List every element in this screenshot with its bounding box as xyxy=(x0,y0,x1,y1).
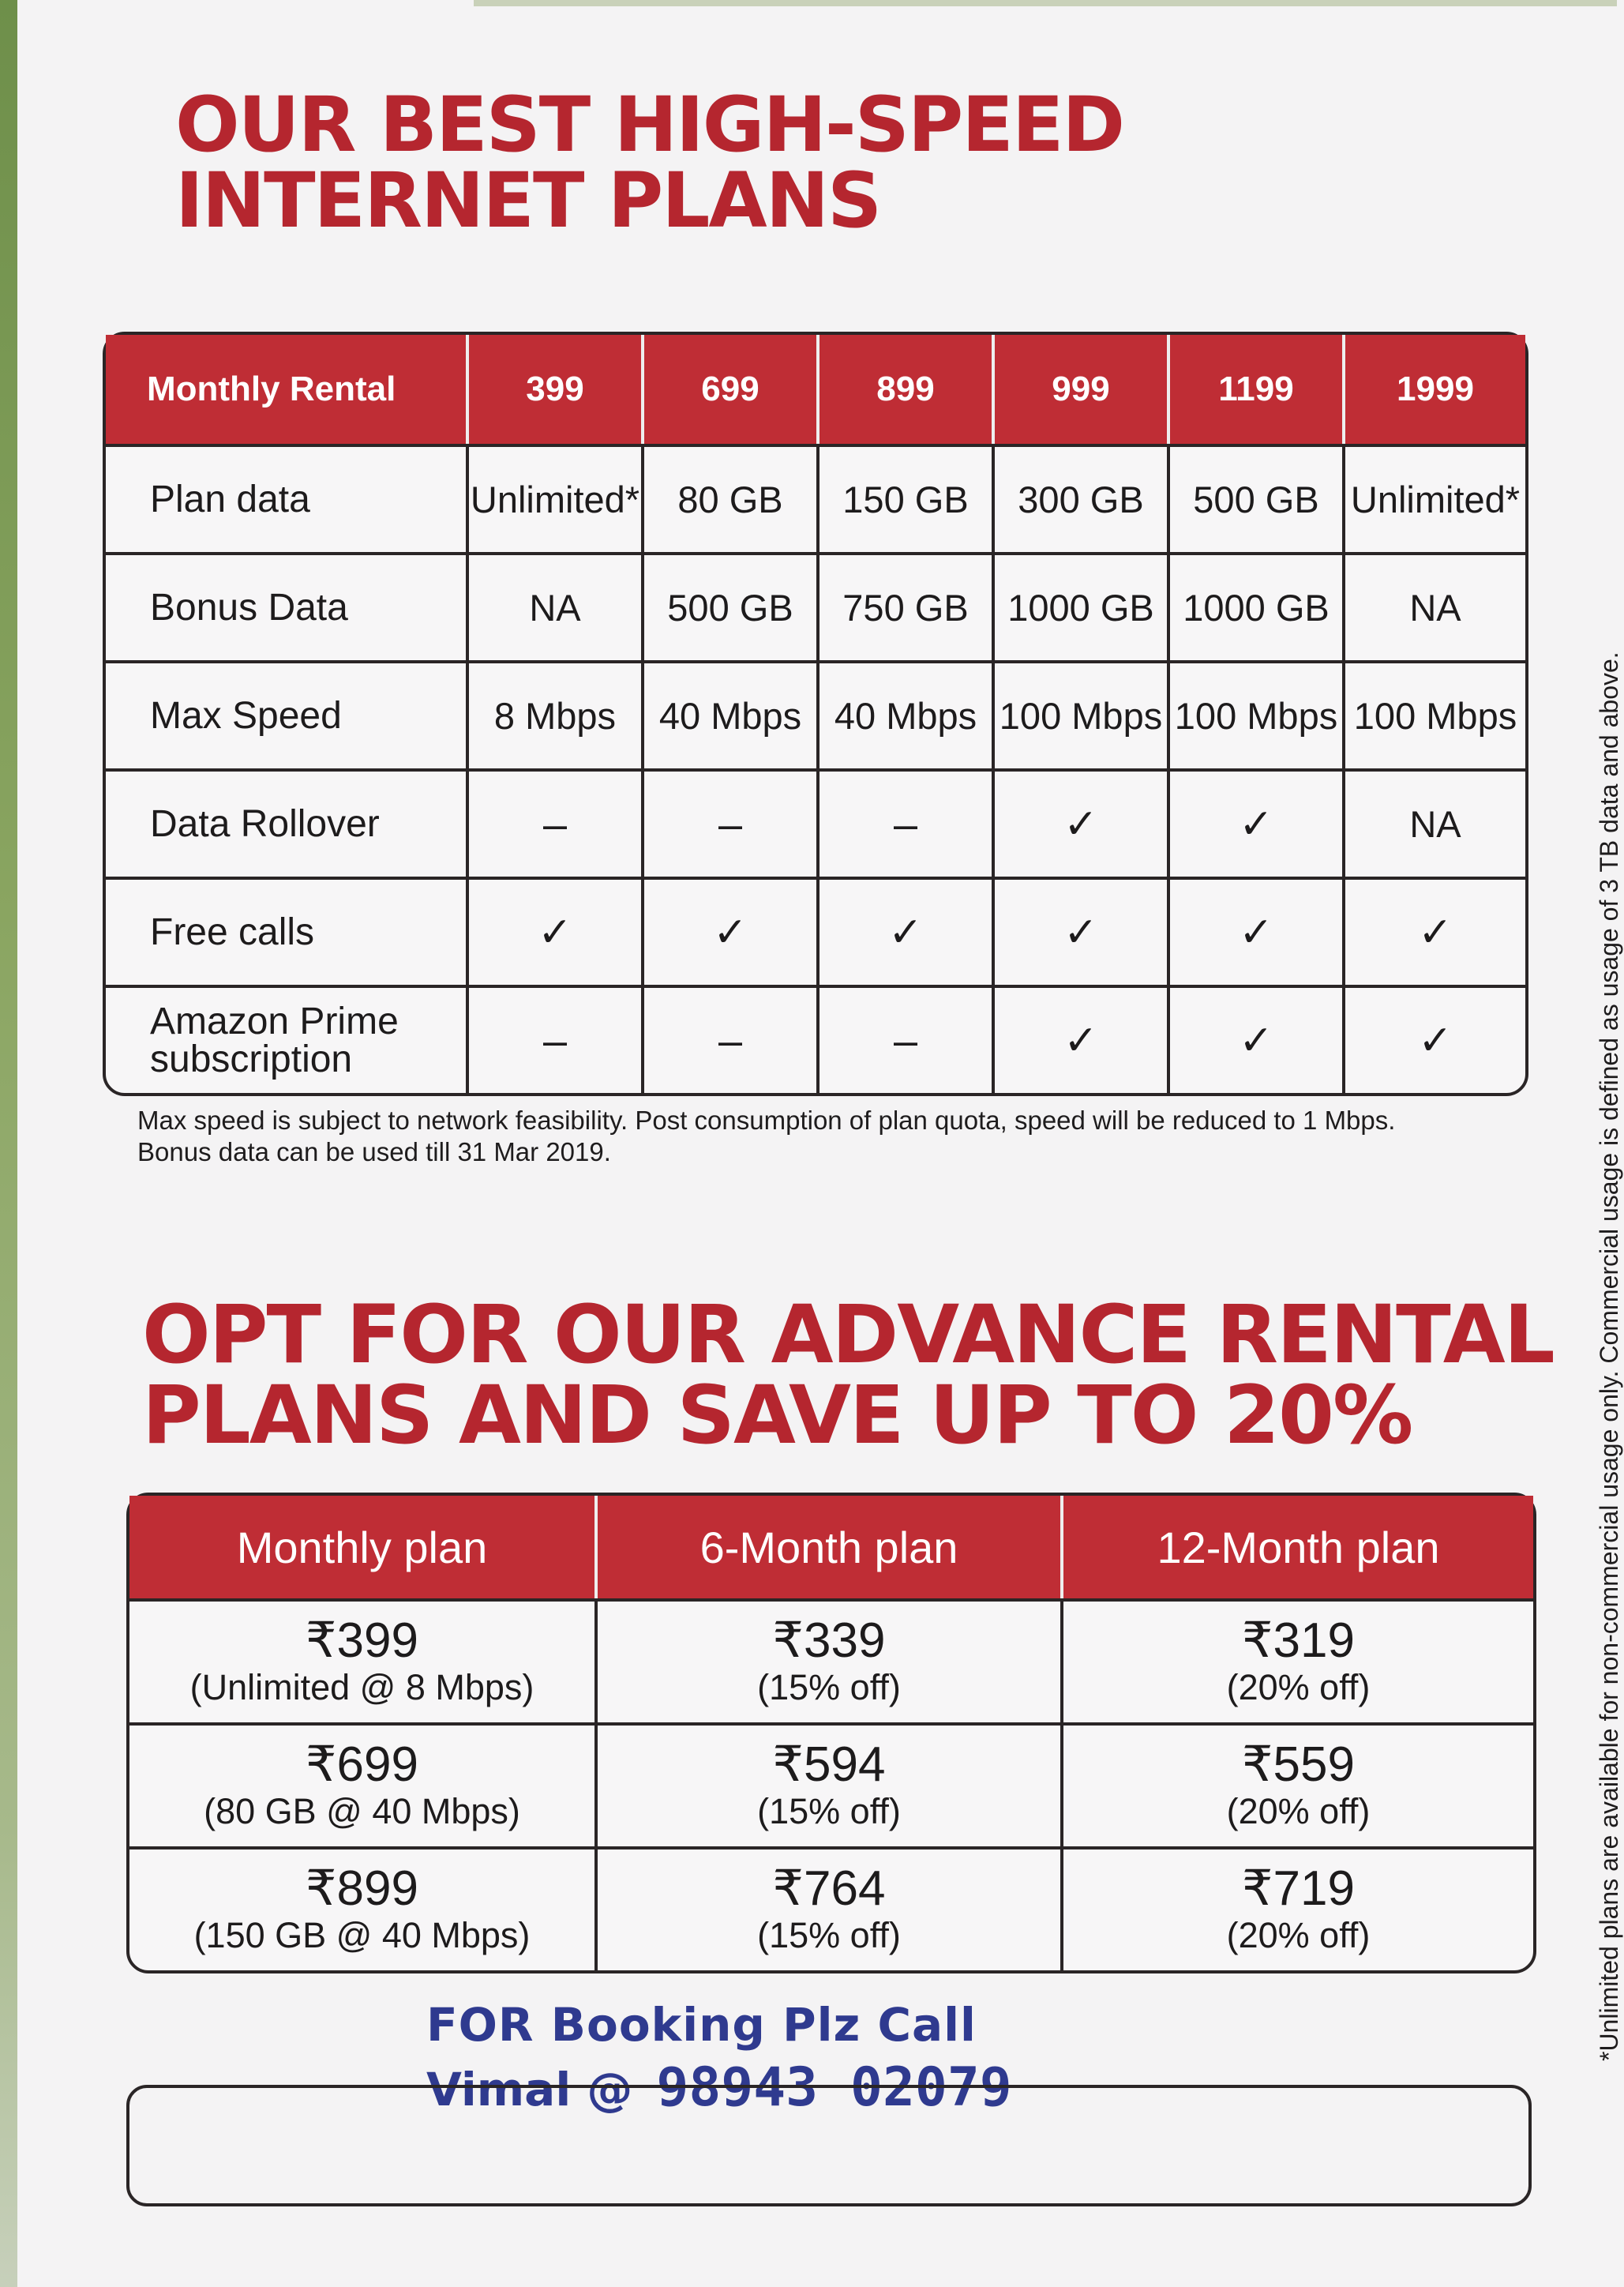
table-row-max-speed xyxy=(106,660,1525,768)
advance-title-line2: PLANS AND SAVE UP TO 20% xyxy=(142,1369,1412,1463)
header-plan-999: 999 xyxy=(995,335,1170,444)
discount: (20% off) xyxy=(1226,1667,1371,1708)
advance-header-row xyxy=(129,1496,1533,1598)
advance-cell-12-month-899 xyxy=(1063,1846,1533,1970)
advance-cell-monthly-899 xyxy=(129,1846,598,1970)
table-row xyxy=(129,1846,1533,1970)
header-monthly-rental: Monthly Rental xyxy=(106,335,469,444)
cell-amazon-prime-1999: ✓ xyxy=(1345,985,1525,1093)
discount: (15% off) xyxy=(757,1791,901,1832)
table-row-amazon-prime xyxy=(106,985,1525,1093)
advance-cell-6-month-699 xyxy=(598,1722,1063,1846)
cell-max-speed-999: 100 Mbps xyxy=(995,660,1170,768)
stamp-booking-text: FOR Booking Plz Call xyxy=(426,1998,977,2052)
header-12-month-plan: 12-Month plan xyxy=(1063,1496,1533,1598)
header-plan-399: 399 xyxy=(469,335,644,444)
price: ₹594 xyxy=(772,1737,886,1792)
cell-plan-data-999: 300 GB xyxy=(995,444,1170,552)
cell-plan-data-1999: Unlimited* xyxy=(1345,444,1525,552)
booking-box xyxy=(126,2085,1532,2206)
unlimited-plans-side-note: *Unlimited plans are available for non-commercial usage only. Commercial usage is defined as usage of 3 TB data and above. xyxy=(1595,652,1623,2061)
cell-data-rollover-399: – xyxy=(469,768,644,877)
discount: (15% off) xyxy=(757,1667,901,1708)
cell-data-rollover-999: ✓ xyxy=(995,768,1170,877)
table-row-plan-data xyxy=(106,444,1525,552)
row-label-amazon-prime xyxy=(106,985,469,1093)
footnote-max-speed: Max speed is subject to network feasibility. Post consumption of plan quota, speed will be reduced to 1 Mbps. xyxy=(137,1106,1396,1135)
header-monthly-plan: Monthly plan xyxy=(129,1496,598,1598)
price: ₹899 xyxy=(306,1861,418,1916)
cell-plan-data-1199: 500 GB xyxy=(1170,444,1345,552)
cell-bonus-data-999: 1000 GB xyxy=(995,552,1170,660)
discount: (15% off) xyxy=(757,1915,901,1956)
table-row-data-rollover xyxy=(106,768,1525,877)
price: ₹399 xyxy=(306,1613,418,1668)
price: ₹719 xyxy=(1242,1861,1355,1916)
internet-plans-table xyxy=(103,332,1528,1096)
advance-cell-monthly-699 xyxy=(129,1722,598,1846)
header-6-month-plan: 6-Month plan xyxy=(598,1496,1063,1598)
plans-title xyxy=(175,81,1124,245)
cell-data-rollover-1999: NA xyxy=(1345,768,1525,877)
advance-rental-title xyxy=(142,1288,1554,1463)
cell-bonus-data-1199: 1000 GB xyxy=(1170,552,1345,660)
plans-title-line2: INTERNET PLANS xyxy=(175,156,881,245)
cell-amazon-prime-699: – xyxy=(644,985,820,1093)
advance-cell-6-month-399 xyxy=(598,1598,1063,1722)
cell-plan-data-699: 80 GB xyxy=(644,444,820,552)
cell-data-rollover-699: – xyxy=(644,768,820,877)
row-label-max-speed: Max Speed xyxy=(106,660,469,768)
row-label-free-calls: Free calls xyxy=(106,877,469,985)
cell-amazon-prime-1199: ✓ xyxy=(1170,985,1345,1093)
advance-rental-table xyxy=(126,1493,1536,1973)
header-plan-1199: 1199 xyxy=(1170,335,1345,444)
cell-max-speed-899: 40 Mbps xyxy=(820,660,995,768)
price-detail: (Unlimited @ 8 Mbps) xyxy=(189,1667,534,1708)
green-top-background xyxy=(474,0,1617,6)
price: ₹699 xyxy=(306,1737,418,1792)
cell-bonus-data-399: NA xyxy=(469,552,644,660)
price-detail: (150 GB @ 40 Mbps) xyxy=(193,1915,531,1956)
cell-plan-data-399: Unlimited* xyxy=(469,444,644,552)
plans-header-row xyxy=(106,335,1525,444)
advance-title-line1: OPT FOR OUR ADVANCE RENTAL xyxy=(142,1288,1554,1382)
cell-free-calls-999: ✓ xyxy=(995,877,1170,985)
stamp-phone-number: 98943 02079 xyxy=(656,2056,1012,2119)
cell-free-calls-899: ✓ xyxy=(820,877,995,985)
cell-max-speed-399: 8 Mbps xyxy=(469,660,644,768)
header-plan-899: 899 xyxy=(820,335,995,444)
cell-free-calls-699: ✓ xyxy=(644,877,820,985)
cell-max-speed-1999: 100 Mbps xyxy=(1345,660,1525,768)
table-row-bonus-data xyxy=(106,552,1525,660)
table-row xyxy=(129,1722,1533,1846)
cell-free-calls-1999: ✓ xyxy=(1345,877,1525,985)
header-plan-699: 699 xyxy=(644,335,820,444)
cell-bonus-data-699: 500 GB xyxy=(644,552,820,660)
cell-bonus-data-1999: NA xyxy=(1345,552,1525,660)
green-edge-background xyxy=(0,0,17,2287)
table-row-free-calls xyxy=(106,877,1525,985)
discount: (20% off) xyxy=(1226,1791,1371,1832)
cell-free-calls-399: ✓ xyxy=(469,877,644,985)
price-detail: (80 GB @ 40 Mbps) xyxy=(204,1791,520,1832)
cell-data-rollover-1199: ✓ xyxy=(1170,768,1345,877)
advance-cell-12-month-699 xyxy=(1063,1722,1533,1846)
row-label-amazon-prime-line1: Amazon Prime xyxy=(150,1000,399,1042)
cell-amazon-prime-999: ✓ xyxy=(995,985,1170,1093)
footnote-bonus-data: Bonus data can be used till 31 Mar 2019. xyxy=(137,1137,611,1166)
price: ₹339 xyxy=(772,1613,886,1668)
cell-max-speed-1199: 100 Mbps xyxy=(1170,660,1345,768)
cell-bonus-data-899: 750 GB xyxy=(820,552,995,660)
price: ₹764 xyxy=(772,1861,886,1916)
row-label-amazon-prime-line2: subscription xyxy=(150,1038,353,1080)
header-plan-1999: 1999 xyxy=(1345,335,1525,444)
advance-cell-12-month-399 xyxy=(1063,1598,1533,1722)
stamp-contact-name: Vimal @ xyxy=(426,2063,633,2116)
cell-amazon-prime-399: – xyxy=(469,985,644,1093)
advance-cell-monthly-399 xyxy=(129,1598,598,1722)
discount: (20% off) xyxy=(1226,1915,1371,1956)
row-label-bonus-data: Bonus Data xyxy=(106,552,469,660)
cell-data-rollover-899: – xyxy=(820,768,995,877)
row-label-plan-data: Plan data xyxy=(106,444,469,552)
plans-title-line1: OUR BEST HIGH-SPEED xyxy=(175,81,1124,169)
table-row xyxy=(129,1598,1533,1722)
advance-cell-6-month-899 xyxy=(598,1846,1063,1970)
price: ₹319 xyxy=(1242,1613,1355,1668)
cell-max-speed-699: 40 Mbps xyxy=(644,660,820,768)
cell-amazon-prime-899: – xyxy=(820,985,995,1093)
cell-free-calls-1199: ✓ xyxy=(1170,877,1345,985)
price: ₹559 xyxy=(1242,1737,1355,1792)
row-label-data-rollover: Data Rollover xyxy=(106,768,469,877)
cell-plan-data-899: 150 GB xyxy=(820,444,995,552)
